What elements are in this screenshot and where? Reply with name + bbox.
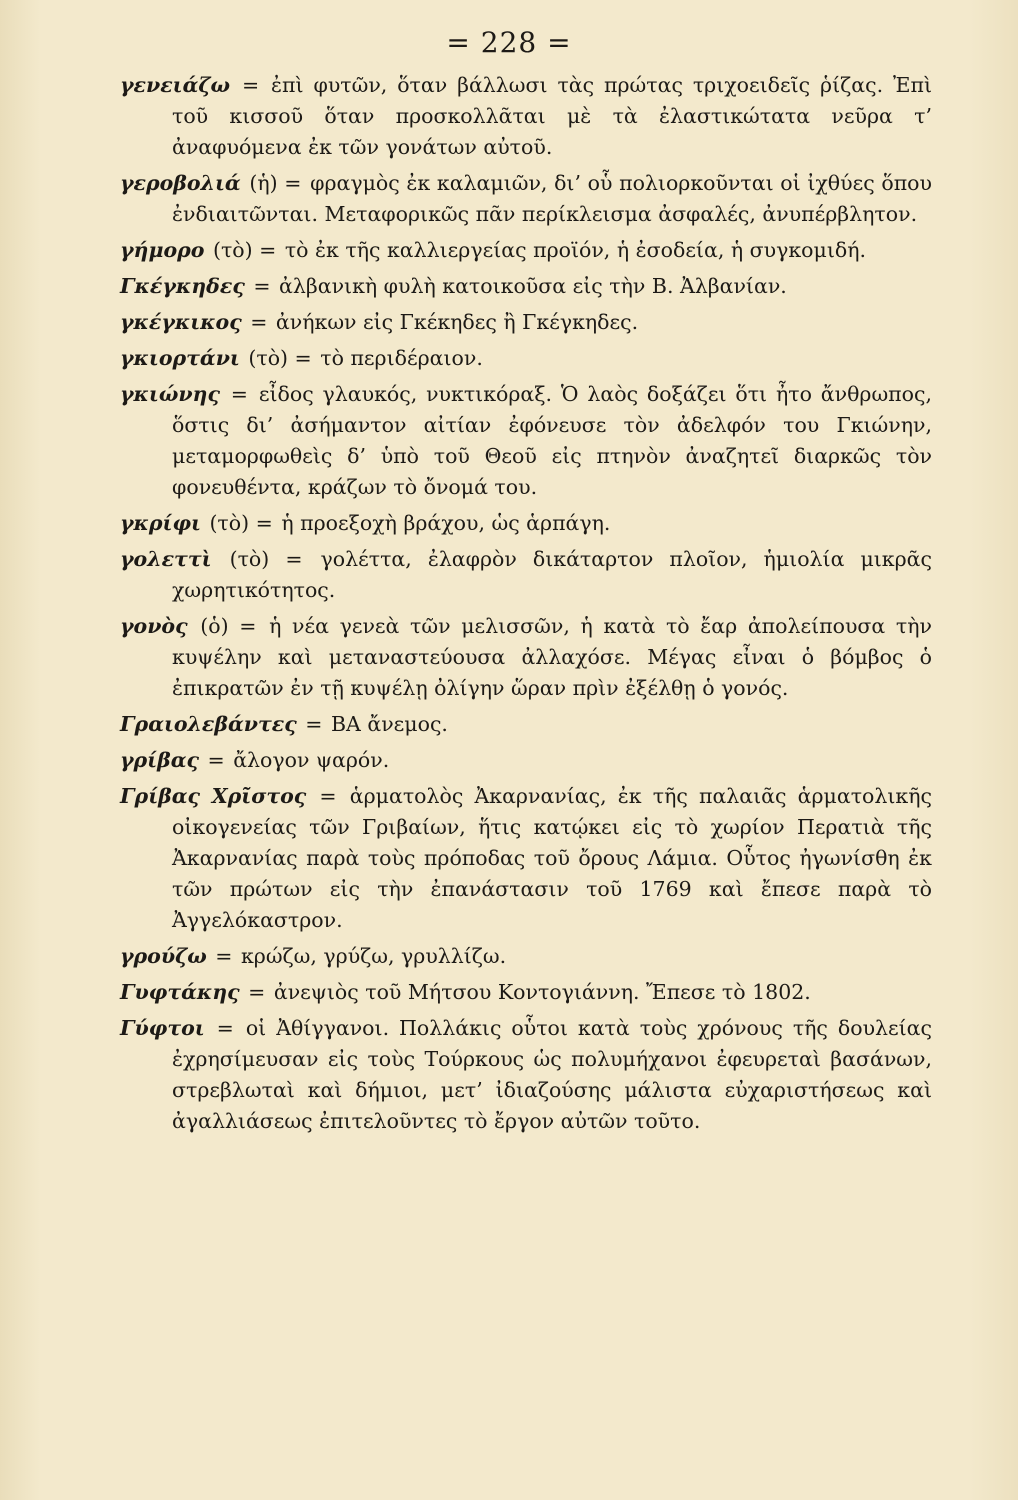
- page-number: = 228 =: [446, 26, 572, 59]
- entry-definition: εἶδος γλαυκός, νυκτικόραξ. Ὁ λαὸς δοξάζει ὅτι ἦτο ἄνθρωπος, ὅστις δι’ ἀσήμαντον αἰτίαν ἐφόνευσε τὸν ἀδελφόν του Γκιώνην, μεταμορφωθεὶς δ’ ὑπὸ τοῦ Θεοῦ εἰς πτηνὸν ἀναζητεῖ διαρκῶς τὸν φονευθέντα, κράζων τὸ ὄνομά του.: [172, 382, 932, 499]
- entry-headword: γενειάζω: [120, 73, 231, 97]
- entry-separator: (τὸ) =: [206, 238, 283, 262]
- entry: [120, 781, 932, 936]
- entry-separator: (ὁ) =: [189, 614, 268, 638]
- entry-headword: Γραιολεβάντες: [120, 712, 297, 736]
- entry-definition: ἐπὶ φυτῶν, ὅταν βάλλωσι τὰς πρώτας τριχοειδεῖς ῥίζας. Ἐπὶ τοῦ κισσοῦ ὅταν προσκολλᾶται μὲ τὰ ἐλαστικώτατα νεῦρα τ’ ἀναφυόμενα ἐκ τῶν γονάτων αὐτοῦ.: [172, 73, 933, 159]
- entry-definition: τὸ περιδέραιον.: [320, 346, 483, 370]
- entry-separator: =: [243, 310, 274, 334]
- entry-definition: ἀνεψιὸς τοῦ Μήτσου Κοντογιάννη. Ἔπεσε τὸ 1802.: [273, 980, 811, 1004]
- entry-headword: Γκέγκηδες: [120, 274, 245, 298]
- entry-separator: =: [308, 784, 348, 808]
- entry-definition: κρώζω, γρύζω, γρυλλίζω.: [240, 944, 507, 968]
- entry: [120, 168, 932, 230]
- entry-headword: γκέγκικος: [120, 310, 242, 334]
- entry: [120, 379, 932, 503]
- entry-separator: =: [232, 73, 270, 97]
- entry-separator: =: [221, 382, 257, 406]
- entry: [120, 307, 932, 338]
- entry-separator: (τὸ) =: [213, 547, 319, 571]
- entry: [120, 709, 932, 740]
- entry: [120, 745, 932, 776]
- entry-headword: Γυφτάκης: [120, 980, 240, 1004]
- entry-definition: ἀλβανικὴ φυλὴ κατοικοῦσα εἰς τὴν Β. Ἀλβανίαν.: [279, 274, 787, 298]
- entry-headword: γονὸς: [120, 614, 188, 638]
- entry-separator: =: [241, 980, 272, 1004]
- entry: [120, 544, 932, 606]
- entry-separator: =: [298, 712, 329, 736]
- entry-definition: ἁρματολὸς Ἀκαρνανίας, ἐκ τῆς παλαιᾶς ἁρματολικῆς οἰκογενείας τῶν Γριβαίων, ἥτις κατῴκει εἰς τὸ χωρίον Περατιὰ τῆς Ἀκαρνανίας παρὰ τοὺς πρόποδας τοῦ ὄρους Λάμια. Οὗτος ἠγωνίσθη ἐκ τῶν πρώτων εἰς τὴν ἐπανάστασιν τοῦ 1769 καὶ ἔπεσε παρὰ τὸ Ἀγγελόκαστρον.: [172, 784, 933, 932]
- entry-headword: γήμορο: [120, 238, 205, 262]
- entry: [120, 611, 932, 704]
- entry-headword: γκιορτάνι: [120, 346, 240, 370]
- entry: [120, 1013, 932, 1137]
- entry: [120, 508, 932, 539]
- entry-definition: ἄλογον ψαρόν.: [233, 748, 390, 772]
- entry-definition: τὸ ἐκ τῆς καλλιεργείας προϊόν, ἡ ἐσοδεία, ἡ συγκομιδή.: [284, 238, 867, 262]
- entry: [120, 941, 932, 972]
- entry-headword: Γύφτοι: [120, 1016, 205, 1040]
- entry-separator: =: [200, 748, 232, 772]
- entry-headword: γκρίφι: [120, 511, 201, 535]
- entry-definition: οἱ Ἀθίγγανοι. Πολλάκις οὗτοι κατὰ τοὺς χρόνους τῆς δουλείας ἐχρησίμευσαν εἰς τοὺς Τούρκους ὡς πολυμήχανοι ἐφευρεταὶ βασάνων, στρεβλωταὶ καὶ δήμιοι, μετ’ ἰδιαζούσης μάλιστα εὐχαριστήσεως καὶ ἀγαλλιάσεως ἐπιτελοῦντες τὸ ἔργον αὐτῶν τοῦτο.: [172, 1016, 933, 1133]
- entry-headword: Γρίβας Χρῖστος: [120, 784, 307, 808]
- dictionary-entries: [120, 70, 932, 1142]
- entry: [120, 70, 932, 163]
- entry: [120, 271, 932, 302]
- entry-separator: =: [206, 1016, 244, 1040]
- entry-headword: γολεττὶ: [120, 547, 212, 571]
- entry-headword: γρούζω: [120, 944, 207, 968]
- entry-definition: φραγμὸς ἐκ καλαμιῶν, δι’ οὗ πολιορκοῦνται οἱ ἰχθύες ὅπου ἐνδιαιτῶνται. Μεταφορικῶς πᾶν περίκλεισμα ἀσφαλές, ἀνυπέρβλητον.: [172, 171, 932, 226]
- entry: [120, 977, 932, 1008]
- entry-separator: =: [246, 274, 278, 298]
- entry-separator: =: [208, 944, 239, 968]
- entry-headword: γεροβολιά: [120, 171, 241, 195]
- entry-headword: γκιώνης: [120, 382, 220, 406]
- entry-definition: ΒΑ ἄνεμος.: [330, 712, 448, 736]
- entry-definition: γολέττα, ἐλαφρὸν δικάταρτον πλοῖον, ἡμιολία μικρᾶς χωρητικότητος.: [172, 547, 932, 602]
- entry-headword: γρίβας: [120, 748, 199, 772]
- entry-definition: ἡ προεξοχὴ βράχου, ὡς ἁρπάγη.: [281, 511, 611, 535]
- entry-definition: ἡ νέα γενεὰ τῶν μελισσῶν, ἡ κατὰ τὸ ἔαρ ἀπολείπουσα τὴν κυψέλην καὶ μεταναστεύουσα ἀλλαχόσε. Μέγας εἶναι ὁ βόμβος ὁ ἐπικρατῶν ἐν τῇ κυψέλῃ ὀλίγην ὥραν πρὶν ἐξέλθῃ ὁ γονός.: [172, 614, 932, 700]
- entry-separator: (τὸ) =: [241, 346, 319, 370]
- entry-separator: (ἡ) =: [242, 171, 309, 195]
- entry-separator: (τὸ) =: [202, 511, 280, 535]
- entry: [120, 235, 932, 266]
- entry: [120, 343, 932, 374]
- entry-definition: ἀνήκων εἰς Γκέκηδες ἢ Γκέγκηδες.: [275, 310, 639, 334]
